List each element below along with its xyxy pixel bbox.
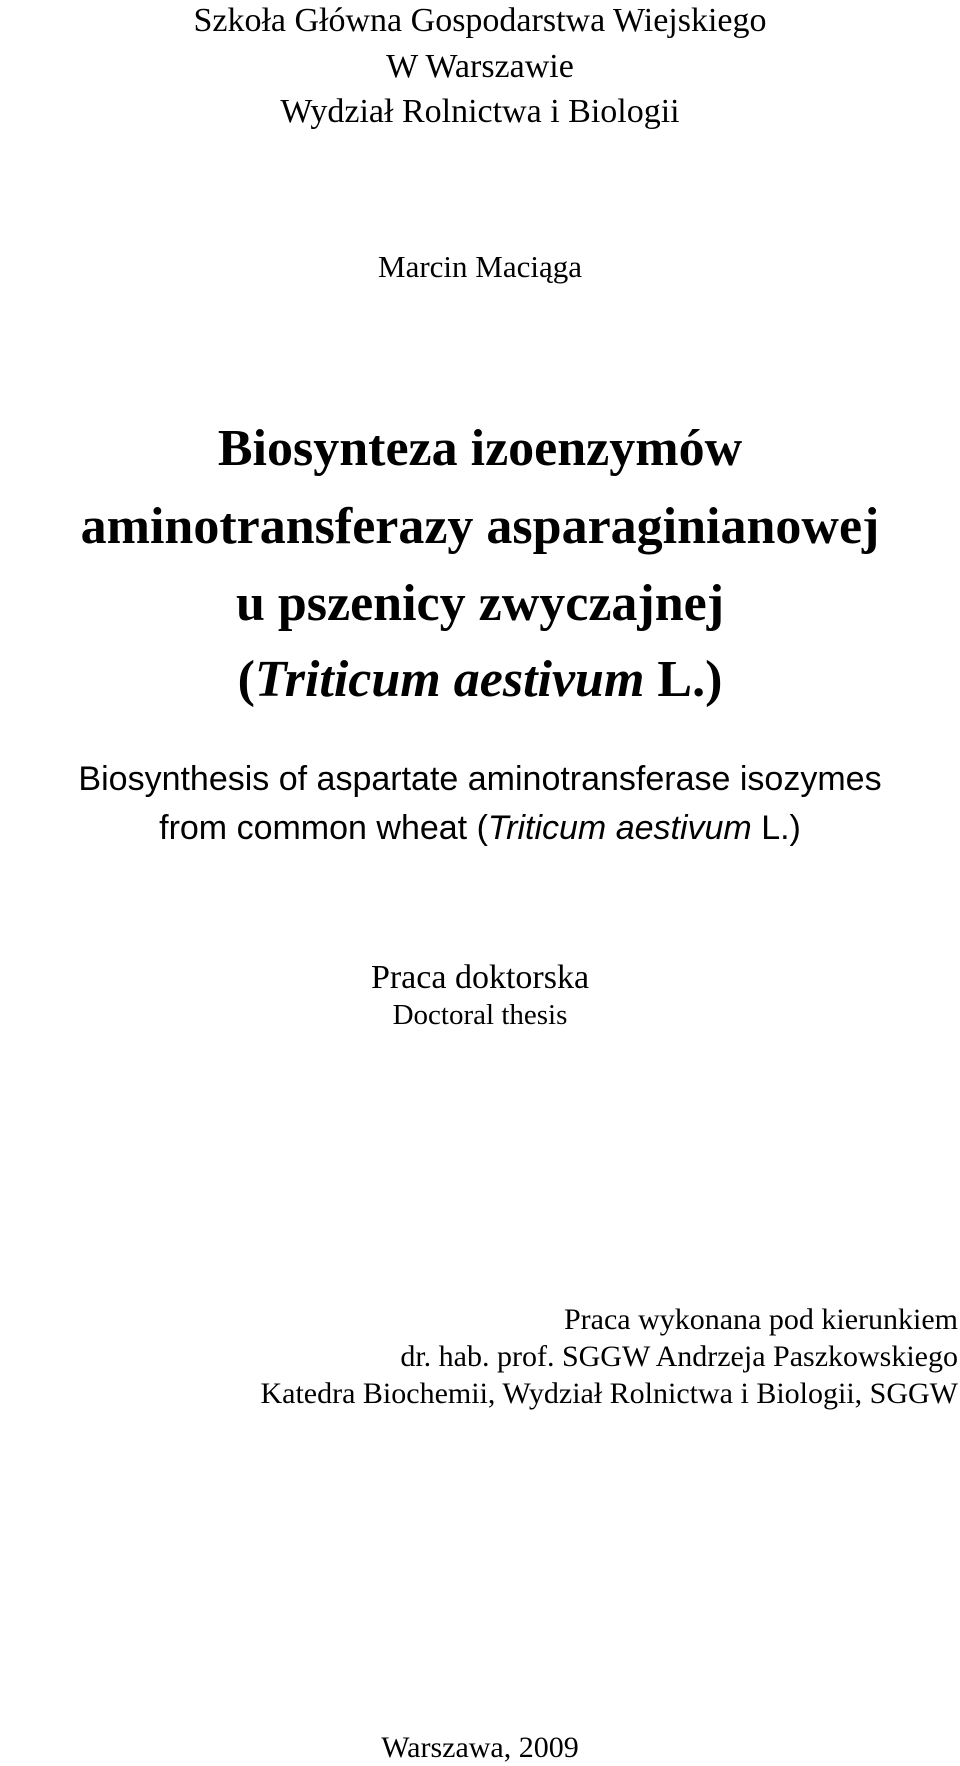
title-pl-line-4: [0, 651, 960, 708]
thesis-type-english: Doctoral thesis: [392, 999, 568, 1031]
title-en-prefix: from common wheat (: [159, 809, 488, 847]
title-pl-species-name: Triticum aestivum: [254, 651, 645, 708]
title-en-authority: L.): [751, 809, 801, 847]
title-en-line-2: [0, 811, 960, 845]
university-city: W Warszawie: [386, 48, 574, 85]
author-name: Marcin Maciąga: [378, 249, 582, 284]
title-pl-authority: L.): [644, 651, 723, 708]
supervisor-intro: Praca wykonana pod kierunkiem: [563, 1303, 958, 1336]
supervisor-name: dr. hab. prof. SGGW Andrzeja Paszkowskiego: [400, 1340, 958, 1373]
faculty-name: Wydział Rolnictwa i Biologii: [280, 93, 680, 130]
thesis-type-polish: Praca doktorska: [370, 959, 590, 996]
title-pl-line-1: Biosynteza izoenzymów: [217, 420, 743, 477]
place-and-year: Warszawa, 2009: [381, 1731, 579, 1764]
title-en-line-1: Biosynthesis of aspartate aminotransferase isozymes: [78, 760, 882, 798]
title-pl-open-paren: (: [237, 651, 255, 708]
title-pl-line-2: aminotransferazy asparaginianowej: [80, 498, 880, 555]
supervisor-department: Katedra Biochemii, Wydział Rolnictwa i Biologii, SGGW: [260, 1377, 958, 1410]
university-name: Szkoła Główna Gospodarstwa Wiejskiego: [193, 2, 767, 39]
title-pl-line-3: u pszenicy zwyczajnej: [235, 575, 725, 632]
title-en-species-name: Triticum aestivum: [487, 809, 752, 847]
